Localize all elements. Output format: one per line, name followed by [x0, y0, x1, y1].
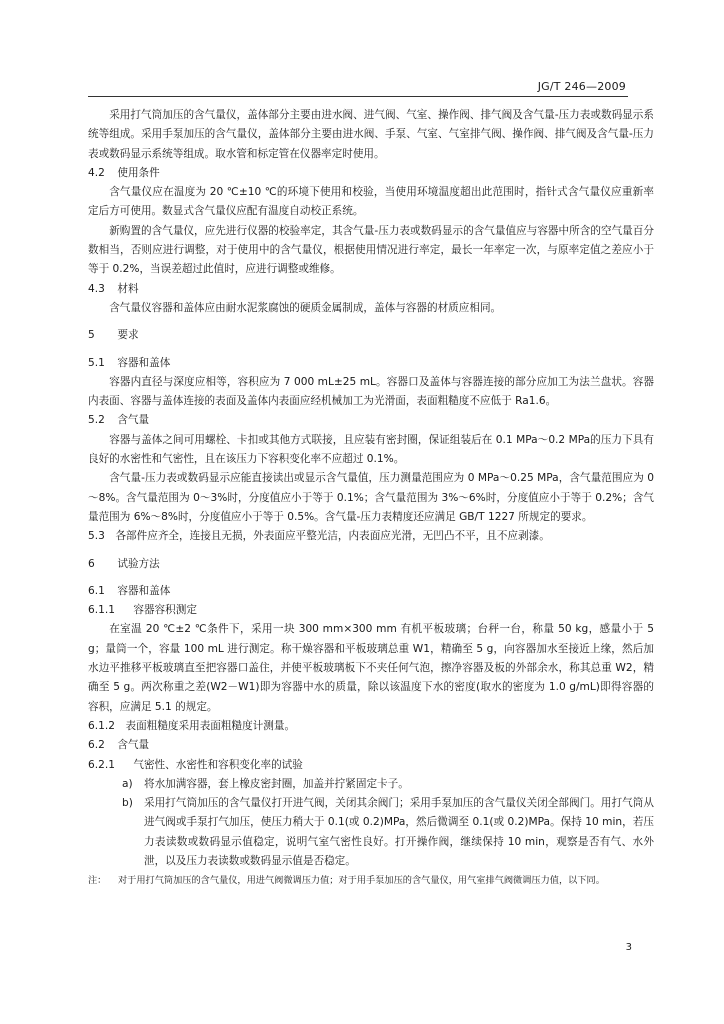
paragraph-seal-requirements: 容器与盖体之间可用螺栓、卡扣或其他方式联接，且应装有密封圈，保证组装后在 0.1 MPa～0.2 MPa的压力下具有良好的水密性和气密性，且在该压力下容积变化率不应超过 0.1%。	[88, 433, 654, 466]
section-title: 容器容积测定	[133, 604, 197, 617]
section-number: 5.1	[88, 356, 105, 369]
section-6-2-heading	[88, 736, 654, 755]
paragraph-materials: 含气量仪容器和盖体应由耐水泥浆腐蚀的硬质金属制成，盖体与容器的材质应相同。	[109, 301, 502, 314]
section-number: 5	[88, 329, 95, 342]
section-number: 6.1.1	[88, 604, 115, 617]
paragraph-usage-temperature: 含气量仪应在温度为 20 ℃±10 ℃的环境下使用和校验，当使用环境温度超出此范围时，指针式含气量仪应重新率定后方可使用。数显式含气量仪应配有温度自动校正系统。	[88, 186, 654, 218]
paragraph-device-composition: 采用打气筒加压的含气量仪，盖体部分主要由进水阀、进气阀、气室、操作阀、排气阀及含气量-压力表或数码显示系统等组成。采用手泵加压的含气量仪，盖体部分主要由进水阀、手泵、气室、气室排气阀、操作阀、排气阀及含气量-压力表或数码显示系统等组成。取水管和标定管在仪器率定时使用。	[88, 109, 654, 160]
list-item	[88, 794, 654, 871]
section-5-heading	[88, 326, 654, 345]
section-6-1-1-heading	[88, 601, 654, 620]
paragraph-calibration: 新购置的含气量仪，应先进行仪器的校验率定，其含气量-压力表或数码显示的含气量值应与容器中所含的空气量百分数相当，否则应进行调整，对于使用中的含气量仪，根据使用情况进行率定，最长一年率定一次，与原率定值之差应小于等于 0.2%，当误差超过此值时，应进行调整或维修。	[88, 224, 654, 276]
note-text: 对于用打气筒加压的含气量仪，用进气阀微调压力值；对于用手泵加压的含气量仪，用气室排气阀微调压力值，以下同。	[118, 875, 605, 887]
footnote	[88, 873, 654, 889]
section-5-1-heading	[88, 354, 654, 373]
list-item-text: 采用打气筒加压的含气量仪打开进气阀，关闭其余阀门；采用手泵加压的含气量仪关闭全部阀门。用打气筒从进气阀或手泵打气加压，使压力稍大于 0.1(或 0.2)MPa，然后微调至 0.1(或 0.2)MPa。保持 10 min，若压力表读数或数码显示值稳定，说明气室气密性良好。打开操作阀，继续保持 10 min，观察是否有气、水外泄，以及压力表读数或数码显示值是否稳定。	[144, 797, 654, 867]
section-4-2-heading	[88, 164, 654, 183]
section-title: 容器和盖体	[117, 356, 171, 369]
note-label: 注：	[88, 875, 107, 887]
section-title: 含气量	[117, 739, 150, 752]
paragraph-container-volume: 容器内直径与深度应相等，容积应为 7 000 mL±25 mL。容器口及盖体与容器连接的部分应加工为法兰盘状。容器内表面、容器与盖体连接的表面及盖体内表面应经机械加工为光滑面，表面粗糙度不应低于 Ra1.6。	[88, 375, 654, 408]
section-number: 6	[88, 557, 95, 570]
section-title: 气密性、水密性和容积变化率的试验	[133, 758, 303, 771]
header-divider	[88, 96, 628, 97]
section-title: 试验方法	[117, 557, 160, 570]
section-title: 材料	[117, 282, 139, 295]
section-6-1-2-line: 6.1.2 表面粗糙度采用表面粗糙度计测量。	[88, 719, 296, 732]
page-number: 3	[625, 942, 632, 953]
section-number: 6.2.1	[88, 758, 115, 771]
document-code: JG/T 246—2009	[537, 80, 626, 93]
paragraph-gauge-requirements: 含气量-压力表或数码显示应能直接读出或显示含气量值，压力测量范围应为 0 MPa～0.25 MPa，含气量范围应为 0～8%。含气量范围为 0～3%时，分度值应小于等于 0.1%；含气量范围为 3%～6%时，分度值应小于等于 0.2%；含气量范围为 6%～8%时，分度值应小于等于 0.5%。含气量-压力表精度还应满足 GB/T 1227 所规定的要求。	[88, 472, 654, 523]
section-5-2-heading	[88, 411, 654, 430]
list-item-text: 将水加满容器，套上橡皮密封圈，加盖并拧紧固定卡子。	[144, 777, 409, 790]
section-title: 含气量	[117, 414, 150, 427]
section-title: 容器和盖体	[117, 584, 171, 597]
page-body	[88, 106, 654, 889]
list-item-label: b)	[122, 797, 133, 810]
section-6-heading	[88, 555, 654, 574]
section-number: 6.2	[88, 739, 105, 752]
section-title: 要求	[117, 329, 139, 342]
section-number: 6.1	[88, 584, 105, 597]
section-4-3-heading	[88, 280, 654, 299]
section-number: 4.3	[88, 282, 105, 295]
section-5-3-line: 5.3 各部件应齐全，连接且无损，外表面应平整光洁，内表面应光滑，无凹凸不平，且不应剥漆。	[88, 530, 550, 543]
section-title: 使用条件	[117, 166, 160, 179]
section-number: 4.2	[88, 166, 105, 179]
list-item-label: a)	[122, 777, 133, 790]
paragraph-volume-test: 在室温 20 ℃±2 ℃条件下，采用一块 300 mm×300 mm 有机平板玻璃；台秤一台，称量 50 kg，感量小于 5 g；量筒一个，容量 100 mL 进行测定。称干燥容器和平板玻璃总重 W1，精确至 5 g，向容器加水至接近上缘，然后加水边平推移平板玻璃直至把容器口盖住，并使平板玻璃板下不夹任何气泡，擦净容器及板的外部余水，称其总重 W2，精确至 5 g。两次称重之差(W2－W1)即为容器中水的质量，除以该温度下水的密度(取水的密度为 1.0 g/mL)即得容器的容积，应满足 5.1 的规定。	[88, 623, 654, 713]
section-6-2-1-heading	[88, 756, 654, 775]
list-item	[88, 775, 654, 794]
section-6-1-heading	[88, 582, 654, 601]
section-number: 5.2	[88, 414, 105, 427]
